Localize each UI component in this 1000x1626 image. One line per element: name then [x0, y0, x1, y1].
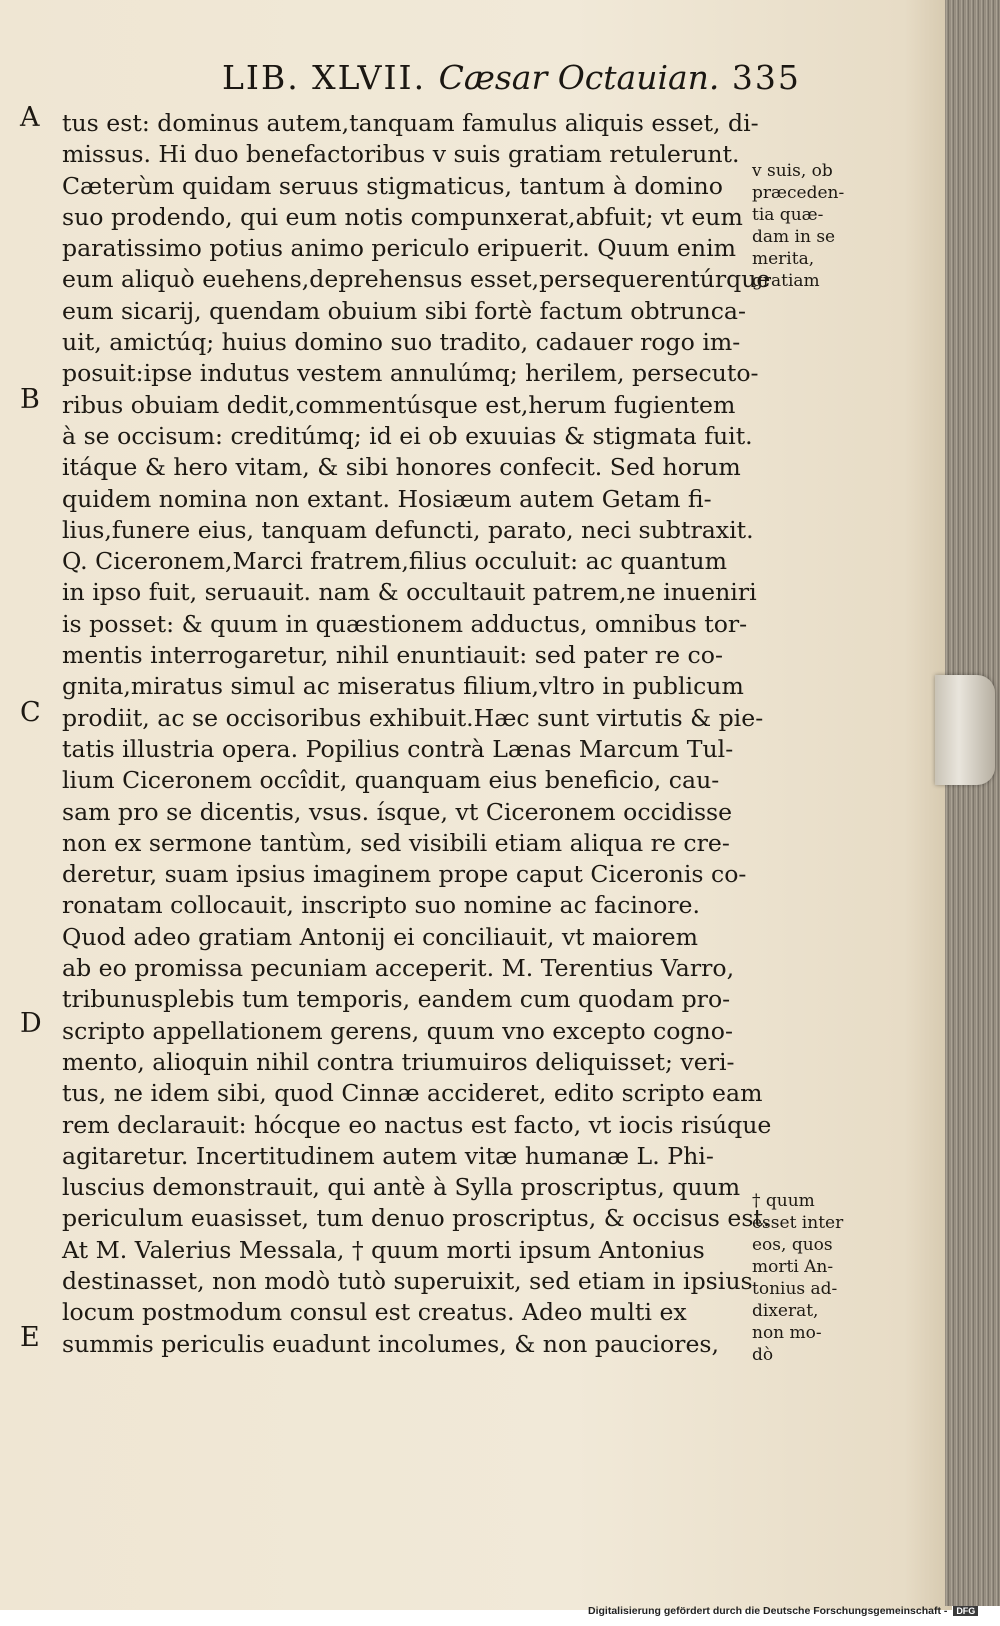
margin-note-gloss-2 [752, 1190, 847, 1366]
running-header [222, 58, 801, 97]
text-line: itáque & hero vitam, & sibi honores confecit. Sed horum [62, 453, 741, 482]
text-line: lius,funere eius, tanquam defuncti, parato, neci subtraxit. [62, 515, 754, 544]
digitization-credit [588, 1605, 978, 1617]
text-line: agitaretur. Incertitudinem autem vitæ humanæ L. Phi- [62, 1141, 714, 1170]
text-line: mento, alioquin nihil contra triumuiros deliquisset; veri- [62, 1047, 735, 1076]
section-marker-b: B [20, 384, 40, 415]
dfg-logo: DFG [953, 1606, 978, 1616]
text-line: gnita,miratus simul ac miseratus filium,vltro in publicum [62, 672, 744, 701]
main-text-block [62, 108, 772, 1360]
text-line: prodiit, ac se occisoribus exhibuit.Hæc sunt virtutis & pie- [62, 703, 764, 732]
page-number: 335 [731, 58, 801, 97]
book-clasp [935, 675, 995, 785]
text-line: locum postmodum consul est creatus. Adeo multi ex [62, 1298, 687, 1327]
margin-note-line: dam in se [752, 227, 836, 247]
section-marker-e: E [20, 1322, 40, 1353]
text-line: scripto appellationem gerens, quum vno excepto cogno- [62, 1016, 733, 1045]
margin-note-line: gratiam [752, 271, 820, 291]
margin-note-line: v suis, ob [752, 161, 833, 181]
text-line: Cæterùm quidam seruus stigmaticus, tantum à domino [62, 171, 723, 200]
text-line: rem declarauit: hócque eo nactus est facto, vt iocis risúque [62, 1110, 772, 1139]
section-marker-a: A [20, 102, 40, 133]
text-line: ronatam collocauit, inscripto suo nomine ac facinore. [62, 891, 701, 920]
text-line: tus est: dominus autem,tanquam famulus aliquis esset, di- [62, 109, 759, 137]
margin-note-line: tonius ad- [752, 1279, 838, 1299]
margin-note-line: esset inter [752, 1213, 844, 1233]
text-line: posuit:ipse indutus vestem annulúmq; herilem, persecuto- [62, 359, 759, 388]
margin-note-line: non mo- [752, 1323, 822, 1343]
margin-note-line: dixerat, [752, 1301, 819, 1321]
text-line: tribunusplebis tum temporis, eandem cum quodam pro- [62, 985, 731, 1014]
text-line: non ex sermone tantùm, sed visibili etiam aliqua re cre- [62, 828, 730, 857]
text-line: eum sicarij, quendam obuium sibi fortè factum obtrunca- [62, 296, 746, 325]
text-line: tus, ne idem sibi, quod Cinnæ accideret, edito scripto eam [62, 1079, 763, 1108]
book-number: LIB. XLVII. [222, 58, 427, 97]
text-line: At M. Valerius Messala, † quum morti ipsum Antonius [62, 1235, 705, 1264]
section-marker-d: D [20, 1008, 42, 1039]
text-line: à se occisum: creditúmq; id ei ob exuuias & stigmata fuit. [62, 421, 753, 450]
text-line: luscius demonstrauit, qui antè à Sylla proscriptus, quum [62, 1173, 741, 1202]
margin-note-line: eos, quos [752, 1235, 833, 1255]
text-line: quidem nomina non extant. Hosiæum autem Getam fi- [62, 484, 712, 513]
text-line: suo prodendo, qui eum notis compunxerat,abfuit; vt eum [62, 202, 743, 231]
text-line: tatis illustria opera. Popilius contrà Lænas Marcum Tul- [62, 734, 734, 763]
margin-note-line: dò [752, 1345, 774, 1365]
text-line: mentis interrogaretur, nihil enuntiauit: sed pater re co- [62, 641, 723, 670]
text-line: ab eo promissa pecuniam acceperit. M. Terentius Varro, [62, 954, 735, 983]
margin-note-gloss-1 [752, 160, 847, 292]
running-title: Cæsar Octauian. [438, 58, 720, 97]
book-fore-edge [945, 0, 1000, 1606]
credit-text: Digitalisierung gefördert durch die Deutsche Forschungsgemeinschaft - [588, 1605, 948, 1617]
margin-note-line: præceden- [752, 183, 845, 203]
margin-note-line: morti An- [752, 1257, 834, 1277]
text-line: periculum euasisset, tum denuo proscriptus, & occisus est. [62, 1204, 771, 1233]
text-line: ribus obuiam dedit,commentúsque est,herum fugientem [62, 390, 736, 419]
text-line: Q. Ciceronem,Marci fratrem,filius occuluit: ac quantum [62, 547, 727, 576]
text-line: eum aliquò euehens,deprehensus esset,persequerentúrque [62, 265, 771, 294]
text-line: in ipso fuit, seruauit. nam & occultauit patrem,ne inueniri [62, 578, 757, 607]
margin-note-line: tia quæ- [752, 205, 824, 225]
text-line: sam pro se dicentis, vsus. ísque, vt Ciceronem occidisse [62, 797, 733, 826]
text-line: deretur, suam ipsius imaginem prope caput Ciceronis co- [62, 860, 747, 889]
text-line: uit, amictúq; huius domino suo tradito, cadauer rogo im- [62, 328, 741, 357]
text-line: Quod adeo gratiam Antonij ei conciliauit, vt maiorem [62, 922, 698, 951]
margin-note-line: merita, [752, 249, 815, 269]
text-line: paratissimo potius animo periculo eripuerit. Quum enim [62, 234, 736, 263]
text-line: summis periculis euadunt incolumes, & non pauciores, [62, 1329, 720, 1358]
margin-note-line: † quum [752, 1191, 815, 1211]
text-line: destinasset, non modò tutò superuixit, sed etiam in ipsius [62, 1266, 753, 1295]
text-line: lium Ciceronem occîdit, quanquam eius beneficio, cau- [62, 766, 720, 795]
section-marker-c: C [20, 697, 41, 728]
text-line: missus. Hi duo benefactoribus v suis gratiam retulerunt. [62, 140, 740, 169]
text-line: is posset: & quum in quæstionem adductus, omnibus tor- [62, 609, 748, 638]
